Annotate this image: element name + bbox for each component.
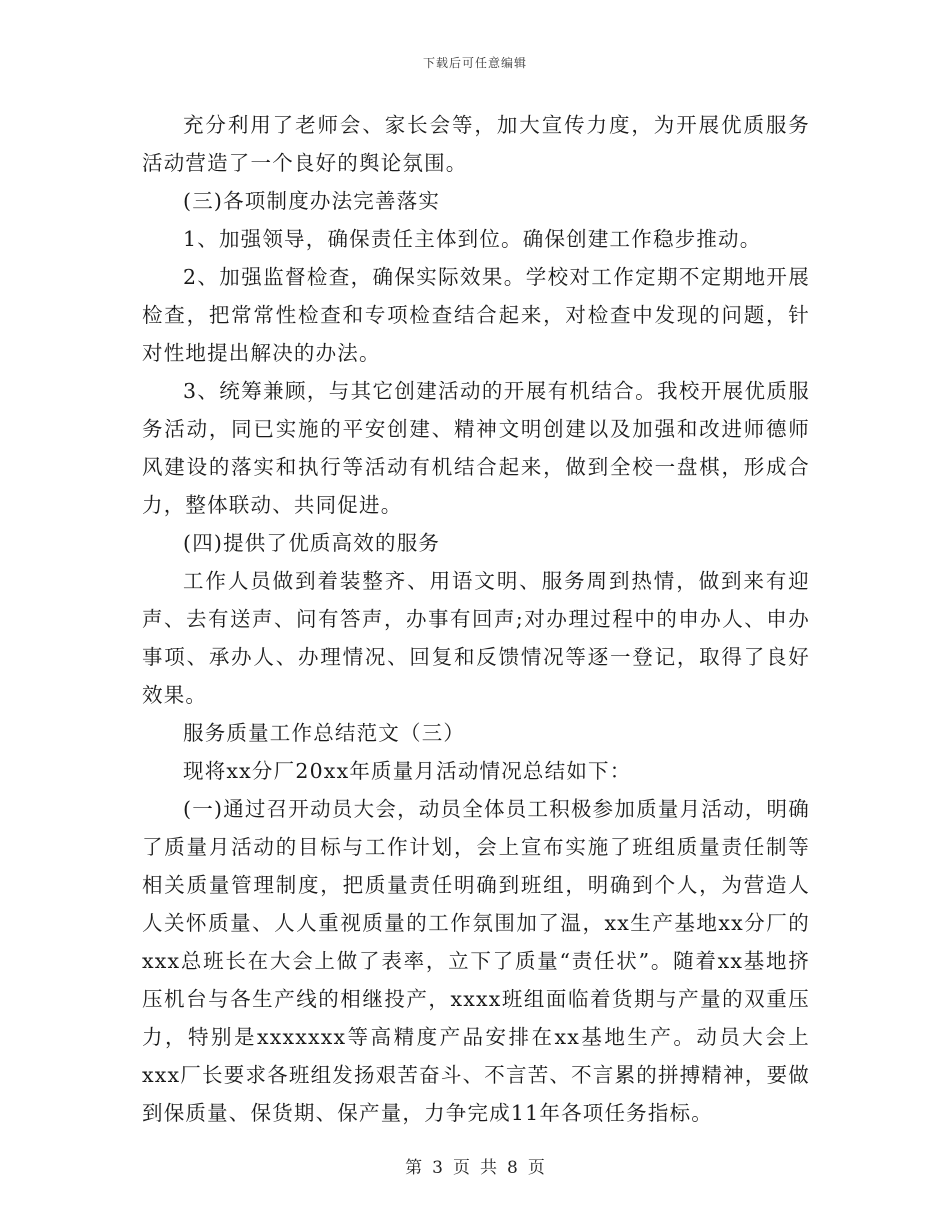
footer-label-page: 第 <box>405 1158 423 1178</box>
paragraph: (一)通过召开动员大会，动员全体员工积极参加质量月活动，明确了质量月活动的目标与工作计划，会上宣布实施了班组质量责任制等相关质量管理制度，把质量责任明确到班组，明确到个人，为营造人人关怀质量、人人重视质量的工作氛围加了温，xx生产基地xx分厂的xxx总班长在大会上做了表率，立下了质量“责任状”。随着xx基地挤压机台与各生产线的相继投产，xxxx班组面临着货期与产量的双重压力，特别是xxxxxxx等高精度产品安排在xx基地生产。动员大会上xxx厂长要求各班组发扬艰苦奋斗、不言苦、不言累的拼搏精神，要做到保质量、保货期、保产量，力争完成11年各项任务指标。 <box>142 797 810 1125</box>
section-heading: (四)提供了优质高效的服务 <box>183 531 441 555</box>
footer-label-page-unit: 页 <box>453 1158 470 1178</box>
page-number-footer <box>0 1153 950 1178</box>
paragraph: 3、统筹兼顾，与其它创建活动的开展有机结合。我校开展优质服务活动，同已实施的平安创建、精神文明创建以及加强和改进师德师风建设的落实和执行等活动有机结合起来，做到全校一盘棋，形成合力，整体联动、共同促进。 <box>142 379 810 517</box>
footer-label-total-unit: 页 <box>527 1158 545 1178</box>
footer-current-page: 3 <box>432 1158 443 1178</box>
footer-total-pages: 8 <box>507 1158 518 1178</box>
document-title: 服务质量工作总结范文（三） <box>183 721 466 745</box>
paragraph: 充分利用了老师会、家长会等，加大宣传力度，为开展优质服务活动营造了一个良好的舆论氛围。 <box>142 113 810 175</box>
page-header-note: 下载后可任意编辑 <box>422 56 527 70</box>
paragraph: 2、加强监督检查，确保实际效果。学校对工作定期不定期地开展检查，把常常性检查和专项检查结合起来，对检查中发现的问题，针对性地提出解决的办法。 <box>142 265 810 365</box>
footer-label-total: 共 <box>480 1158 497 1178</box>
section-heading: (三)各项制度办法完善落实 <box>183 189 441 213</box>
paragraph: 现将xx分厂20xx年质量月活动情况总结如下： <box>183 759 632 783</box>
document-body <box>142 106 810 1132</box>
paragraph: 1、加强领导，确保责任主体到位。确保创建工作稳步推动。 <box>183 227 762 251</box>
paragraph: 工作人员做到着装整齐、用语文明、服务周到热情，做到来有迎声、去有送声、问有答声，办事有回声;对办理过程中的申办人、申办事项、承办人、办理情况、回复和反馈情况等逐一登记，取得了良好效果。 <box>142 569 810 707</box>
